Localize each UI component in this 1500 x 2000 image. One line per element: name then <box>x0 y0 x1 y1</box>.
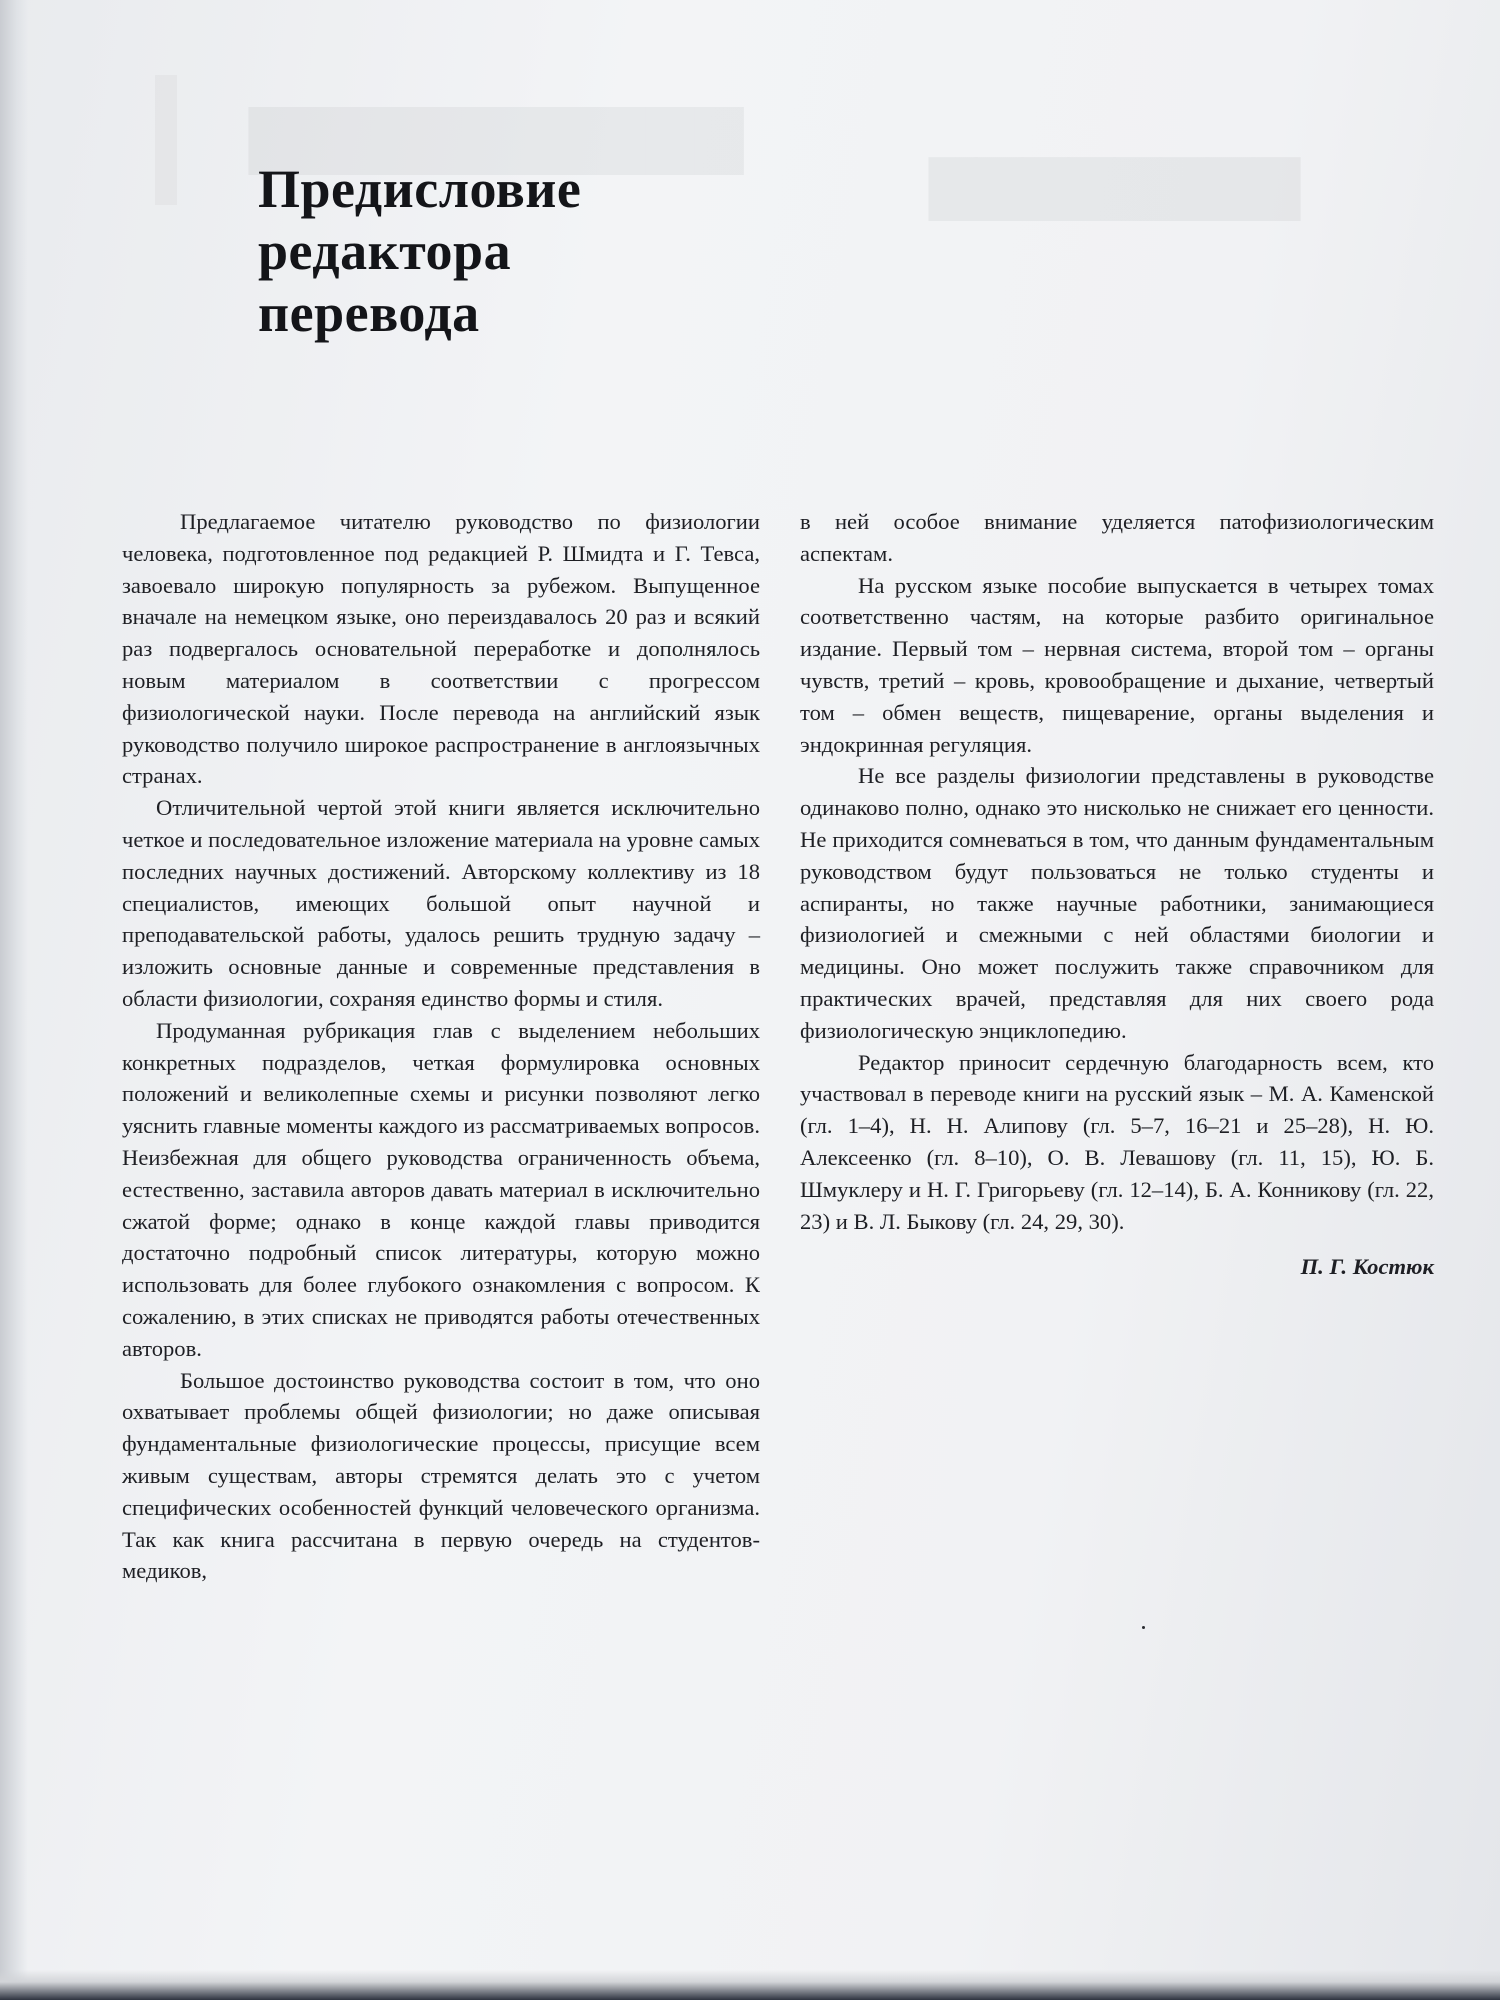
paragraph-continuation: в ней особое внимание уделяется патофизиологическим аспектам. <box>800 509 1434 566</box>
paragraph: Продуманная рубрикация глав с выделением небольших конкретных подразделов, четкая формулировка основных положений и великолепные схемы и рисунки позволяют легко уяснить главные моменты каждого из рассматриваемых вопросов. Неизбежная для общего руководства ограниченность объема, естественно, заставила авторов давать материал в исключительно сжатой форме; однако в конце каждой главы приводится достаточно подробный список литературы, которую можно использовать для более глубокого ознакомления с вопросом. К сожалению, в этих списках не приводятся работы отечественных авторов. <box>122 1017 760 1361</box>
author-signature: П. Г. Костюк <box>1300 1254 1434 1280</box>
paragraph: На русском языке пособие выпускается в четырех томах соответственно частям, на которые разбито оригинальное издание. Первый том – нервная система, второй том – органы чувств, третий – кровь, кровообращение и дыхание, четвертый том – обмен веществ, пищеварение, органы выделения и эндокринная регуляция. <box>800 572 1434 757</box>
title-line-1: Предисловие <box>258 159 582 219</box>
paragraph: Отличительной чертой этой книги является исключительно четкое и последовательное изложение материала на уровне самых последних научных достижений. Авторскому коллективу из 18 специалистов, имеющих большой опыт научной и преподавательской работы, удалось решить трудную задачу – изложить основные данные и современные представления в области физиологии, сохраняя единство формы и стиля. <box>122 795 760 1011</box>
right-text-column <box>800 506 1434 1283</box>
title-line-3: перевода <box>258 283 480 343</box>
page-binding-shadow <box>0 0 28 2000</box>
paragraph: Большое достоинство руководства состоит в том, что оно охватывает проблемы общей физиологии; но даже описывая фундаментальные физиологические процессы, присущие всем живым существам, авторы стремятся делать это с учетом специфических особенностей функций человеческого организма. Так как книга рассчитана в первую очередь на студентов-медиков, <box>122 1367 760 1584</box>
left-text-column <box>122 506 760 1587</box>
paragraph: Предлагаемое читателю руководство по физиологии человека, подготовленное под редакцией Р. Шмидта и Г. Тевса, завоевало широкую популярность за рубежом. Выпущенное вначале на немецком языке, оно переиздавалось 20 раз и всякий раз подвергалось основательной переработке и дополнялось новым материалом в соответствии с прогрессом физиологической науки. После перевода на английский язык руководство получило широкое распространение в англоязычных странах. <box>122 509 760 789</box>
paragraph: Редактор приносит сердечную благодарность всем, кто участвовал в переводе книги на русский язык – М. А. Каменской (гл. 1–4), Н. Н. Алипову (гл. 5–7, 16–21 и 25–28), Н. Ю. Алексеенко (гл. 8–10), О. В. Левашову (гл. 11, 15), Ю. Б. Шмуклеру и Н. Г. Григорьеву (гл. 12–14), Б. А. Конникову (гл. 22, 23) и В. Л. Быкову (гл. 24, 29, 30). <box>800 1049 1434 1234</box>
title-line-2: редактора <box>258 221 512 281</box>
print-speck <box>1142 1626 1145 1629</box>
show-through-heading-left: ▇▇▇▇▇▇▇▇▇▇ <box>250 101 743 172</box>
page-bottom-edge <box>0 1970 1500 2000</box>
show-through-heading-right: ▇▇▇▇▇▇▇▇ <box>930 152 1300 218</box>
paragraph: Не все разделы физиологии представлены в руководстве одинаково полно, однако это нисколько не снижает его ценности. Не приходится сомневаться в том, что данным фундаментальным руководством будут пользоваться не только студенты и аспиранты, но также научные работники, занимающиеся физиологией и смежными с ней областями биологии и медицины. Оно может послужить также справочником для практических врачей, представляя для них своего рода физиологическую энциклопедию. <box>800 763 1434 1043</box>
show-through-bar <box>155 75 177 205</box>
page-title <box>258 158 581 344</box>
